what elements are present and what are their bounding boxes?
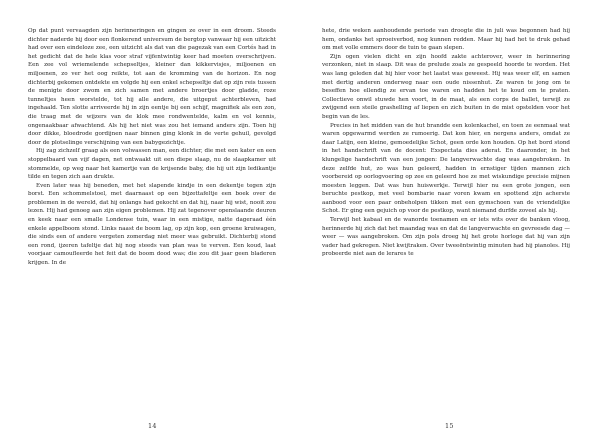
left-paragraph-3: Even later was hij beneden, met het slapende kindje in een dekentje tegen zijn borst. Een schommelstoel, met daarnaast op een bijzettafeltje een boek over de problemen in de wereld, dat hij onlangs had gekocht en dat hij, naar hij wist, nooit zou lezen. Hij had genoeg aan zijn eigen problemen. Hij zat tegenover openslaande deuren en keek naar een smalle Londense tuin, waar in een mistige, natte dageraad één enkele appelboom stond. Links naast de boom lag, op zijn kop, een groene kruiwagen, die sinds een of andere vergeten zomerdag niet meer was gebruikt. Dichterbij stond een rond, ijzeren tafeltje dat hij nog steeds van plan was te verven. Een koud, laat voorjaar camoufleerde het feit dat de boom dood was; die zou dit jaar geen bladeren krijgen. In de xyxy=(28,182,276,267)
left-page-number: 14 xyxy=(148,422,157,430)
right-paragraph-4: Terwijl het kabaal en de wanorde toenamen en er iets wits over de banken vloog, herinnerde hij zich dat het maandag was en dat de langverwachte en gevreesde dag — weer — was aangebroken. Om zijn pols droeg hij het grote horloge dat hij van zijn vader had gekregen. Niet kwijtraken. Over tweeëntwintig minuten had hij pianoles. Hij probeerde niet aan de lerares te xyxy=(322,217,570,258)
right-paragraph-3: Precies in het midden van de hut brandde een kolenkachel, en toen ze eenmaal wat waren opgewarmd werden ze rumoerig. Dat kon hier, en nergens anders, omdat ze daar Latijn, een kleine, gemoedelijke Schot, geen orde kon houden. Op het bord stond in het handschrift van de docent: Exspectata dies aderat. En daaronder, in het klungelige handschrift van een jongen: De langverwachte dag was aangebroken. In deze zelfde hut, zo was hun geleerd, hadden in ernstiger tijden mannen zich voorbereid op oorlogvoering op zee en geleerd hoe ze met wiskundige precisie mijnen moesten leggen. Dat was hun huiswerkje. Terwijl hier nu een grote jongen, een beruchte pestkop, met veel bombarie naar voren kwam en spottend zijn acherste aanbood voor een paar onbeholpen tikken met een gymschoen van de vriendelijke Schot. Er ging een gejuich op voor de pestkop, want niemand durfde zoveel als hij. xyxy=(322,122,570,215)
right-page-number: 15 xyxy=(445,422,454,430)
left-paragraph-1: Op dat punt vervaagden zijn herinneringen en gingen ze over in een droom. Steeds dichter naderde hij door een flonkerend universum de bergtop vanwaar hij een uitzicht had over een eindeloze zee, een uitzicht als dat van die pagezak van een Cortés had in het gedicht dat de hele klas voor straf vijfentwintig keer had moeten overschrijven. Een zee vol wriemelende schepseltjes, kleiner dan kikkervisjes, miljoenen en miljoenen, zo ver het oog reikte, tot aan de kromming van de horizon. En nog dichterbij gekomen ontdekte en volgde hij een enkel schepseltje dat op zijn reis tussen de menigte door zwom en zich samen met andere broertjes door gladde, roze tunneltjes heen worstelde, tot hij alle andere, die uitgeput achterbleven, had ingehaald. Ten slotte arriveerde hij in zijn eentje bij een schijf, magnifiek als een zon, die traag met de wijzers van de klok mee rondwentelde, kalm en vol kennis, ongenaakbaar afwachtend. Als hij het niet was zou het iemand anders zijn. Toen hij door dikke, bloedrode gordijnen naar binnen ging klonk in de verte gehuil, gevolgd door de plotselinge verschijning van een babygezichtje. xyxy=(28,28,276,146)
left-paragraph-2: Hij zag zichzelf graag als een volwassen man, een dichter, die met een kater en een stoppelbaard van vijf dagen, net ontwaakt uit een diepe slaap, nu de slaapkamer uit stommelde, op weg naar het kamertje van de krijsende baby, die hij uit zijn ledikantje tilde en tegen zich aan drukte. xyxy=(28,148,276,181)
right-paragraph-1: hete, drie weken aanhoudende periode van droogte die in juli was begonnen had hij hem, ondanks het sproeiverbod, nog kunnen redden. Maar hij had het te druk gehad om met volle emmers door de tuin te gaan slepen. xyxy=(322,28,570,52)
left-page xyxy=(28,27,276,411)
right-paragraph-2: Zijn ogen vielen dicht en zijn hoofd zakte achterover, weer in herinnering verzonken, niet in slaap. Dit was de prelude zoals ze gespeeld hoorde te worden. Het was lang geleden dat hij hier voor het laatst was geweest. Hij was weer elf, en samen met dertig anderen onderweg naar een oude nissenhut. Ze waren te jong om te beseffen hoe ellendig ze ervan toe waren en hadden het te koud om te praten. Collectieve onwil stuwde hen voort, in de maat, als een corps de ballet, terwijl ze zwijgend een steile grashelling af liepen en zich buiten in de mist opstelden voor het begin van de les. xyxy=(322,53,570,120)
right-page xyxy=(322,27,570,411)
